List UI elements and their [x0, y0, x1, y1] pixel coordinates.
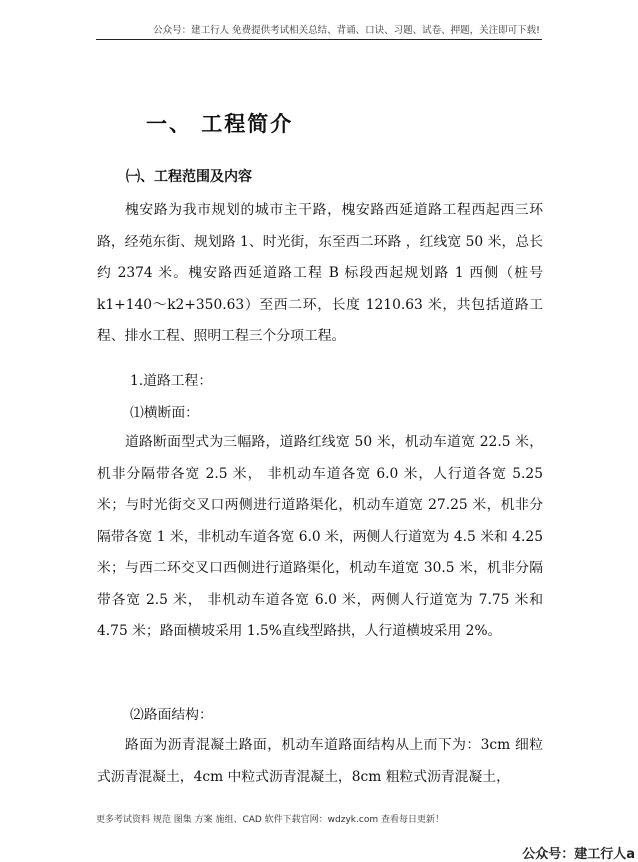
cross-section-heading: ⑴横断面：	[130, 405, 199, 421]
road-works-heading: 1.道路工程：	[130, 373, 213, 389]
scope-paragraph: 槐安路为我市规划的城市主干路，槐安路西延道路工程西起西三环路，经苑东街、规划路 1、时光街，东至西二环路 ，红线宽 50 米，总长约 2374 米。槐安路西延道路工程 B 标段西起规划路 1 西侧（桩号 k1+140～k2+350.63）至西二环，长度 1210.63 米，共包括道路工程、排水工程、照明工程三个分项工程。	[97, 202, 543, 344]
document-title: 一、 工程简介	[146, 111, 294, 136]
pavement-heading: ⑵路面结构：	[130, 707, 213, 723]
cross-section-paragraph-block	[97, 427, 543, 648]
watermark: 公众号：建工行人a	[522, 847, 635, 862]
header-note: 公众号：建工行人 免费提供考试相关总结、背诵、口诀、习题、试卷、押题，关注即可下载!	[153, 25, 540, 36]
header-divider	[96, 39, 542, 40]
scope-paragraph-block	[97, 195, 543, 353]
pavement-paragraph: 路面为沥青混凝土路面，机动车道路面结构从上而下为：3cm 细粒式沥青混凝土，4cm 中粒式沥青混凝土，8cm 粗粒式沥青混凝土，	[97, 737, 543, 785]
section-heading: ㈠、工程范围及内容	[126, 169, 252, 185]
cross-section-paragraph: 道路断面型式为三幅路，道路红线宽 50 米，机动车道宽 22.5 米，机非分隔带各宽 2.5 米， 非机动车道各宽 6.0 米，人行道各宽 5.25 米；与时光街交叉口两侧进行道路渠化，机动车道宽 27.25 米，机非分隔带各宽 1 米，非机动车道各宽 6.0 米，两侧人行道宽为 4.5 米和 4.25 米；与西二环交叉口西侧进行道路渠化，机动车道宽 30.5 米，机非分隔带各宽 2.5 米， 非机动车道各宽 6.0 米，两侧人行道宽为 7.75 米和 4.75 米；路面横坡采用 1.5%直线型路拱，人行道横坡采用 2%。	[97, 434, 543, 639]
footer-note: 更多考试资料 规范 图集 方案 施组、CAD 软件下载官网：wdzyk.com 查看每日更新！	[96, 815, 444, 825]
pavement-paragraph-block	[97, 730, 543, 793]
